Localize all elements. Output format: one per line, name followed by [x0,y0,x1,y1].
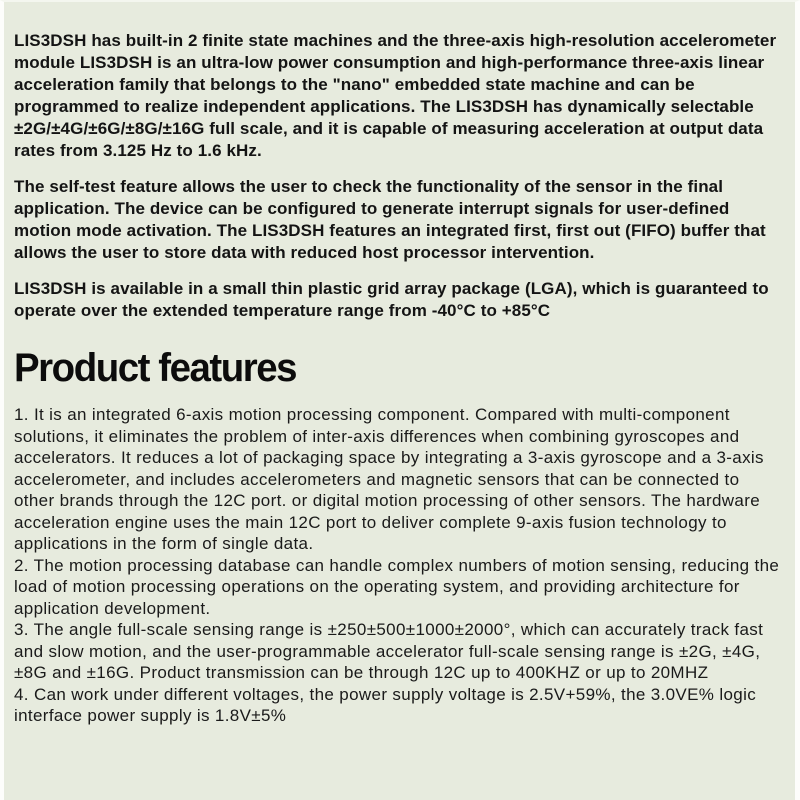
intro-paragraph-selftest: The self-test feature allows the user to check the functionality of the sensor in the final application. The device can be configured to generate interrupt signals for user-defined motion mode activation. The LIS3DSH features an integrated first, first out (FIFO) buffer that allows the user to store data with reduced host processor intervention. [14,177,766,262]
product-features-heading: Product features [14,346,297,390]
features-list [14,404,781,727]
intro-section [14,30,781,322]
feature-item-2: 2. The motion processing database can handle complex numbers of motion sensing, reducing the load of motion processing operations on the operating system, and providing architecture for application development. [14,555,780,618]
feature-item-4: 4. Can work under different voltages, the power supply voltage is 2.5V+59%, the 3.0VE% logic interface power supply is 1.8V±5% [14,684,757,725]
feature-item-3: 3. The angle full-scale sensing range is ±250±500±1000±2000°, which can accurately track fast and slow motion, and the user-programmable accelerator full-scale sensing range is ±2G, ±4G, ±8G and ±16G. Product transmission can be through 12C up to 400KHZ or up to 20MHZ [14,620,764,682]
intro-paragraph-overview: LIS3DSH has built-in 2 finite state machines and the three-axis high-resolution accelerometer module LIS3DSH is an ultra-low power consumption and high-performance three-axis linear acceleration family that belongs to the "nano" embedded state machine and can be programmed to realize independent applications. The LIS3DSH has dynamically selectable ±2G/±4G/±6G/±8G/±16G full scale, and it is capable of measuring acceleration at output data rates from 3.125 Hz to 1.6 kHz. [14,31,777,160]
intro-paragraph-package: LIS3DSH is available in a small thin plastic grid array package (LGA), which is guaranteed to operate over the extended temperature range from -40°C to +85°C [14,279,769,320]
feature-item-1: 1. It is an integrated 6-axis motion processing component. Compared with multi-component solutions, it eliminates the problem of inter-axis differences when combining gyroscopes and accelerators. It reduces a lot of packaging space by integrating a 3-axis gyroscope and a 3-axis accelerometer, and includes accelerometers and magnetic sensors that can be connected to other brands through the 12C port. or digital motion processing of other sensors. The hardware acceleration engine uses the main 12C port to deliver complete 9-axis fusion technology to applications in the form of single data. [14,405,764,553]
